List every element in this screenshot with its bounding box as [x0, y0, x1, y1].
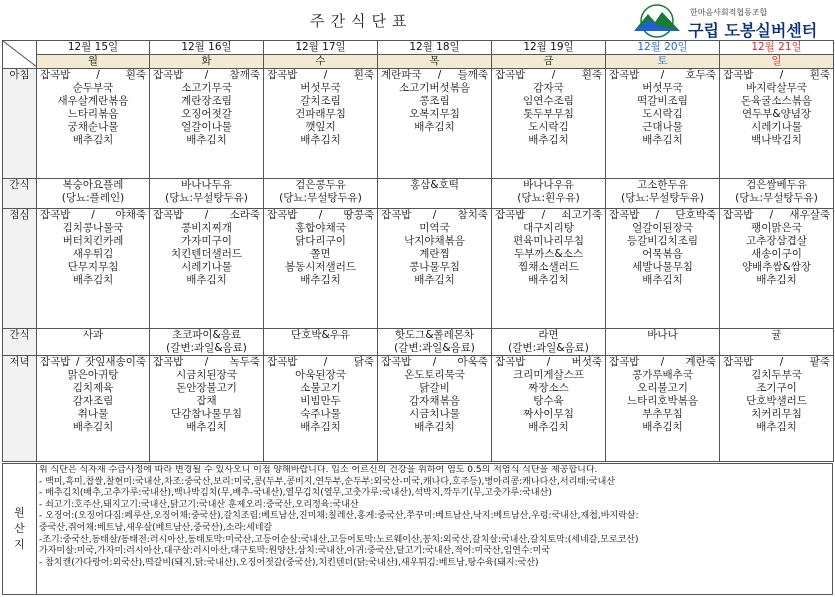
- page-header: [0, 0, 835, 38]
- dish-item: 배추김치: [72, 274, 114, 286]
- rice-item: 잡곡밥: [495, 69, 526, 81]
- dish-item: 콩나물무침: [409, 261, 460, 273]
- meal-cell: [37, 356, 150, 462]
- rice-item: 잡곡밥: [40, 69, 71, 81]
- dish-item: 세발나물무침: [632, 261, 693, 273]
- snack-cell: [378, 329, 492, 356]
- dish-item: 닭갈비: [419, 382, 450, 394]
- dish-item: 온도토리묵국: [404, 369, 465, 381]
- dish-item: 근대나물: [642, 121, 683, 133]
- separator: /: [96, 69, 100, 81]
- meal-cell: [378, 209, 492, 329]
- snack-item: (당뇨:무설탕두유): [165, 192, 248, 204]
- snack-item: 핫도그&폴레몬차: [394, 329, 475, 341]
- snack-item: 단호박&우유: [291, 329, 350, 341]
- dish-item: 배추김치: [186, 274, 227, 286]
- snack-cell: [606, 329, 720, 356]
- porridge-item: 계란죽: [685, 356, 716, 368]
- dish-item: 배추김치: [300, 274, 341, 286]
- porridge-item: 야채죽: [115, 209, 146, 221]
- rice-porridge-line: [492, 356, 605, 369]
- dish-item: 느타리호박볶음: [626, 395, 698, 407]
- meal-cell: [378, 356, 492, 462]
- separator: /: [551, 69, 556, 81]
- dish-item: 치킨텐더샐러드: [170, 248, 242, 260]
- dish-item: 배추김치: [642, 274, 683, 286]
- dish-item: 계란장조림: [181, 95, 232, 107]
- dish-item: 배추김치: [414, 121, 455, 133]
- origin-notes: [2, 463, 833, 595]
- dish-item: 단감참나물무침: [170, 408, 242, 420]
- origin-note-line: - 백미,흑미,찹쌀,찰현미:국내산,차조:중국산,보리:미국,콩(두부,콩비지,연두부,순두부:외국산-미국,캐나다,호주등),병아리콩:캐나다산,서리태:국내산: [39, 476, 616, 487]
- porridge-item: 땅콩죽: [343, 209, 374, 221]
- dish-item: 편육미나리무침: [512, 235, 584, 247]
- rice-porridge-line: [37, 356, 149, 369]
- dish-item: 느타리볶음: [67, 108, 119, 120]
- rice-item: 계란파국: [381, 69, 422, 81]
- meal-cell: [720, 209, 834, 329]
- date-header: 12월 21일: [720, 41, 834, 55]
- snack-item: 복숭아요플레: [62, 179, 124, 191]
- dish-item: 콩조림: [419, 95, 450, 107]
- porridge-item: 단호박죽: [675, 209, 716, 221]
- dish-item: 소고기버섯볶음: [398, 82, 470, 94]
- porridge-item: 흰죽: [353, 69, 374, 81]
- snack-item: 검은쌀베두유: [746, 179, 807, 191]
- dish-item: 깻잎지: [305, 121, 336, 133]
- snack-cell: [37, 329, 150, 356]
- dish-item: 김치두부국: [751, 369, 802, 381]
- rice-porridge-line: [150, 209, 263, 222]
- snack-cell: [492, 179, 606, 209]
- snack-cell: [378, 179, 492, 209]
- snack-item: 검은콩두유: [295, 179, 346, 191]
- rice-item: 잡곡밥: [153, 356, 184, 368]
- origin-note-line: 위 식단은 식자재 수급사정에 따라 변경될 수 있사오니 이점 양해바랍니다. 입소 어르신의 건강을 위하여 염도 0.5의 저염식 식단을 제공합니다.: [39, 465, 598, 475]
- snack-cell: [150, 179, 264, 209]
- meal-cell: [606, 69, 720, 179]
- origin-label: 원 산 지: [3, 464, 37, 594]
- dish-item: 봄동시저샐러드: [284, 261, 356, 273]
- dish-item: 배추김치: [528, 421, 569, 433]
- dish-item: 고추장삼겹살: [746, 235, 807, 247]
- rice-porridge-line: [606, 356, 719, 369]
- dish-item: 콩비지찌개: [181, 222, 232, 234]
- origin-note-line: -조기:중국산,동태살/동태전:러시아산,동태토막:미국산,고등어순살:국내산,고등어토막:노르웨이산,꽁치:외국산,갈치살:국내산,갈치토막:(세네갈,모로코산): [39, 534, 639, 545]
- weekday-header: 수: [264, 55, 378, 69]
- rice-porridge-line: [378, 69, 491, 82]
- separator: /: [323, 69, 328, 81]
- snack-cell: [492, 329, 606, 356]
- origin-notes-body: [39, 465, 831, 569]
- weekday-header: 화: [150, 55, 264, 69]
- meal-cell: [492, 356, 606, 462]
- rice-item: 잡곡밥: [723, 69, 754, 81]
- separator: /: [546, 356, 551, 368]
- dish-item: 숙주나물: [300, 408, 341, 420]
- dish-item: 건파래무침: [295, 108, 346, 120]
- table-corner: [3, 41, 37, 69]
- snack-item: 라면: [538, 329, 559, 341]
- dish-item: 톳두부무침: [523, 108, 574, 120]
- snack-item: 바나나우유: [523, 179, 574, 191]
- rice-item: 잡곡밥: [267, 69, 298, 81]
- dish-item: 김치콩나물국: [62, 222, 124, 234]
- origin-note-line: - 참치캔(가다랑어:외국산),떡갈비(돼지,닭:국내산),오징어젓갈(중국산),치킨텐더(닭:국내산),새우튀김:베트남,탕수육(돼지:국산): [39, 557, 539, 568]
- dish-item: 소불고기: [300, 382, 341, 394]
- dish-item: 궁채순나물: [67, 121, 119, 133]
- dish-item: 배추김치: [300, 134, 341, 146]
- snack-cell: [37, 179, 150, 209]
- rice-item: 잡곡밥: [609, 69, 640, 81]
- dish-item: 두부까스&소스: [513, 248, 584, 260]
- dish-item: 배추김치: [414, 421, 455, 433]
- rice-porridge-line: [264, 69, 377, 82]
- dish-item: 대구지리탕: [523, 222, 574, 234]
- dish-item: 단호박샐러드: [746, 395, 807, 407]
- weekday-header: 금: [492, 55, 606, 69]
- separator: /: [432, 356, 437, 368]
- rice-item: 잡곡밥: [609, 209, 640, 221]
- meal-cell: [492, 209, 606, 329]
- dish-item: 취나물: [77, 408, 109, 420]
- meal-cell: [37, 209, 150, 329]
- snack-item: (갈변:과일&음료): [508, 342, 589, 354]
- separator: /: [779, 69, 784, 81]
- dish-item: 팽이맑은국: [751, 222, 802, 234]
- dish-item: 도시락김: [642, 108, 683, 120]
- porridge-item: 잣잎새송이죽: [85, 356, 146, 368]
- separator: /: [437, 69, 442, 81]
- rice-item: 잡곡밥: [40, 356, 71, 368]
- date-header: 12월 16일: [150, 41, 264, 55]
- dish-item: 짜장소스: [528, 382, 569, 394]
- rice-item: 잡곡밥: [267, 356, 298, 368]
- dish-item: 버터치킨카레: [62, 235, 124, 247]
- snack-cell: [264, 179, 378, 209]
- snack-cell: [720, 329, 834, 356]
- porridge-item: 녹두죽: [229, 356, 260, 368]
- dish-item: 배추김치: [72, 134, 114, 146]
- dish-item: 김치제육: [72, 382, 114, 394]
- separator: /: [318, 209, 323, 221]
- dish-item: 어묵볶음: [642, 248, 683, 260]
- page-title: 주간식단표: [310, 12, 413, 30]
- rice-porridge-line: [150, 69, 263, 82]
- logo-subtitle: 한마음사회적협동조합: [690, 8, 768, 17]
- dish-item: 백나박김치: [751, 134, 802, 146]
- dish-item: 부추무침: [642, 408, 683, 420]
- snack-item: (갈변:과일&음료): [394, 342, 475, 354]
- meal-label-lunch: 점심: [3, 209, 37, 329]
- meal-cell: [150, 69, 264, 179]
- dish-item: 새우살계란볶음: [57, 95, 129, 107]
- dish-item: 소고기무국: [181, 82, 232, 94]
- separator: /: [660, 69, 665, 81]
- rice-porridge-line: [720, 356, 833, 369]
- snack-cell: [150, 329, 264, 356]
- dish-item: 떡갈비조림: [637, 95, 688, 107]
- rice-porridge-line: [378, 356, 491, 369]
- dish-item: 배추김치: [414, 274, 455, 286]
- porridge-item: 버섯죽: [571, 356, 602, 368]
- rice-item: 잡곡밥: [40, 209, 71, 221]
- meal-cell: [720, 69, 834, 179]
- porridge-item: 쇠고기죽: [561, 209, 602, 221]
- separator: /: [204, 209, 209, 221]
- rice-item: 잡곡밥: [267, 209, 298, 221]
- rice-item: 잡곡밥: [609, 356, 640, 368]
- dish-item: 미역국: [419, 222, 450, 234]
- dish-item: 바지락살무국: [746, 82, 807, 94]
- center-logo: [628, 4, 833, 38]
- separator: /: [204, 69, 209, 81]
- snack-item: 초코파이&음료: [171, 329, 242, 341]
- dish-item: 얼갈이된장국: [632, 222, 693, 234]
- dish-item: 감자국: [533, 82, 564, 94]
- dish-item: 버섯무국: [300, 82, 341, 94]
- separator: /: [76, 356, 80, 368]
- porridge-item: 참치죽: [457, 209, 488, 221]
- rice-porridge-line: [492, 69, 605, 82]
- snack-item: (당뇨:플레인): [61, 192, 125, 204]
- dish-item: 배추김치: [528, 134, 569, 146]
- meal-label-snack: 간식: [3, 329, 37, 356]
- separator: /: [660, 356, 665, 368]
- dish-item: 감자조림: [72, 395, 114, 407]
- snack-item: 사과: [82, 329, 104, 341]
- weekday-header: 월: [37, 55, 150, 69]
- porridge-item: 호두죽: [685, 69, 716, 81]
- meal-cell: [264, 209, 378, 329]
- rice-porridge-line: [264, 209, 377, 222]
- rice-item: 잡곡밥: [381, 209, 412, 221]
- weekday-header: 토: [606, 55, 720, 69]
- porridge-item: 새우살죽: [789, 209, 830, 221]
- meal-cell: [37, 69, 150, 179]
- dish-item: 배추김치: [186, 421, 227, 433]
- weekday-header: 일: [720, 55, 834, 69]
- separator: /: [204, 356, 209, 368]
- mountain-logo-icon: [628, 4, 686, 38]
- separator: /: [779, 356, 784, 368]
- rice-porridge-line: [606, 209, 719, 222]
- dish-item: 맑은아귀탕: [67, 369, 119, 381]
- rice-porridge-line: [37, 69, 149, 82]
- dish-item: 돈육굴소스볶음: [740, 95, 812, 107]
- date-header: 12월 18일: [378, 41, 492, 55]
- meal-cell: [492, 69, 606, 179]
- origin-note-line: - 오징어:(오징어다짐:페루산,오징어채:중국산),갈치조림:베트남산,진미채:칠레산,홍게:중국산,쭈꾸미:베트남산,낙지:베트남산,우렁:국내산,재첩,바지락살:: [39, 511, 639, 522]
- meal-cell: [264, 356, 378, 462]
- dish-item: 감자채볶음: [409, 395, 460, 407]
- rice-item: 잡곡밥: [153, 69, 184, 81]
- rice-porridge-line: [378, 209, 491, 222]
- dish-item: 연두부&양념장: [741, 108, 812, 120]
- dish-item: 쫄면: [310, 248, 331, 260]
- weekday-header: 목: [378, 55, 492, 69]
- dish-item: 홍합야채국: [295, 222, 346, 234]
- dish-item: 비빔만두: [300, 395, 341, 407]
- snack-item: (당뇨:무설탕두유): [735, 192, 818, 204]
- meal-label-breakfast: 아침: [3, 69, 37, 179]
- origin-note-line: - 쇠고기:호주산,돼지고기:국내산,닭고기:국내산 훈제오리:중국산,오리정육:국내산: [39, 499, 359, 510]
- dish-item: 아욱된장국: [295, 369, 346, 381]
- dish-item: 시레기나물: [181, 261, 232, 273]
- dish-item: 낙지야채볶음: [404, 235, 465, 247]
- snack-item: (당뇨:무설탕두유): [279, 192, 362, 204]
- dish-item: 배추김치: [642, 421, 683, 433]
- porridge-item: 팥죽: [809, 356, 830, 368]
- snack-item: (갈변:과일&음료): [166, 342, 247, 354]
- dish-item: 얼갈이나물: [181, 121, 232, 133]
- meal-cell: [150, 356, 264, 462]
- dish-item: 찜채소샐러드: [518, 261, 579, 273]
- date-header: 12월 20일: [606, 41, 720, 55]
- meal-cell: [378, 69, 492, 179]
- meal-cell: [264, 69, 378, 179]
- meal-cell: [606, 209, 720, 329]
- dish-item: 조기구이: [756, 382, 797, 394]
- meal-cell: [150, 209, 264, 329]
- rice-item: 잡곡밥: [153, 209, 184, 221]
- porridge-item: 흰죽: [125, 69, 146, 81]
- rice-item: 잡곡밥: [723, 356, 754, 368]
- dish-item: 도시락김: [528, 121, 569, 133]
- origin-note-line: - 배추김치(배추,고추가루:국내산),백나박김치(무,배추-국내산),열무김치(열무,고춧가루:국내산),석박지,깍두기(무,고춧가루:국내산): [39, 488, 552, 499]
- dish-item: 잡채: [196, 395, 217, 407]
- dish-item: 닭다리구이: [295, 235, 346, 247]
- dish-item: 돈안장불고기: [176, 382, 237, 394]
- snack-cell: [264, 329, 378, 356]
- dish-item: 새송이구이: [751, 248, 802, 260]
- dish-item: 배추김치: [300, 421, 341, 433]
- dish-item: 배추김치: [186, 134, 227, 146]
- separator: /: [91, 209, 95, 221]
- snack-item: 고소한두유: [637, 179, 688, 191]
- dish-item: 등갈비김치조림: [626, 235, 698, 247]
- date-header: 12월 19일: [492, 41, 606, 55]
- weekly-menu-table: [2, 40, 834, 462]
- dish-item: 배추김치: [72, 421, 114, 433]
- porridge-item: 소라죽: [229, 209, 260, 221]
- separator: /: [541, 209, 546, 221]
- meal-cell: [720, 356, 834, 462]
- porridge-item: 흰죽: [809, 69, 830, 81]
- dish-item: 계란찜: [419, 248, 450, 260]
- porridge-item: 참깨죽: [229, 69, 260, 81]
- dish-item: 크리미게살스프: [512, 369, 584, 381]
- porridge-item: 흰죽: [581, 69, 602, 81]
- dish-item: 새우튀김: [72, 248, 114, 260]
- dish-item: 시금치된장국: [176, 369, 237, 381]
- meal-cell: [606, 356, 720, 462]
- rice-porridge-line: [720, 209, 833, 222]
- origin-note-line: 가자미살:미국,가자미:러시아산,대구살:러시아산,대구토막:원양산,삼치:국내산,아귀:중국산,달고기:국내산,적어:미국산,임연수:미국: [39, 546, 550, 557]
- separator: /: [655, 209, 660, 221]
- separator: /: [323, 356, 328, 368]
- dish-item: 시금치나물: [409, 408, 460, 420]
- dish-item: 배추김치: [528, 274, 569, 286]
- dish-item: 오리불고기: [637, 382, 688, 394]
- dish-item: 단무지무침: [67, 261, 119, 273]
- porridge-item: 아욱죽: [457, 356, 488, 368]
- snack-item: 홍삼&호떡: [410, 179, 459, 191]
- meal-label-dinner: 저녁: [3, 356, 37, 462]
- rice-item: 잡곡밥: [495, 356, 526, 368]
- dish-item: 양배추쌈&쌈장: [741, 261, 812, 273]
- separator: /: [432, 209, 437, 221]
- rice-item: 잡곡밥: [495, 209, 526, 221]
- dish-item: 가자미구이: [181, 235, 232, 247]
- rice-porridge-line: [606, 69, 719, 82]
- dish-item: 치커리무침: [751, 408, 802, 420]
- dish-item: 시레기나물: [751, 121, 802, 133]
- dish-item: 짜사이무침: [523, 408, 574, 420]
- dish-item: 순두부국: [72, 82, 114, 94]
- snack-item: 바나나두유: [181, 179, 232, 191]
- dish-item: 오복지무침: [409, 108, 460, 120]
- porridge-item: 들깨죽: [457, 69, 488, 81]
- rice-porridge-line: [264, 356, 377, 369]
- snack-item: (당뇨:무설탕두유): [621, 192, 704, 204]
- rice-porridge-line: [720, 69, 833, 82]
- meal-label-snack: 간식: [3, 179, 37, 209]
- rice-item: 잡곡밥: [381, 356, 412, 368]
- logo-name: 구립 도봉실버센터: [688, 21, 818, 40]
- date-header: 12월 15일: [37, 41, 150, 55]
- dish-item: 버섯무국: [642, 82, 683, 94]
- snack-item: 바나나: [647, 329, 678, 341]
- rice-porridge-line: [492, 209, 605, 222]
- snack-item: (당뇨:흰우유): [517, 192, 580, 204]
- dish-item: 콩가루배추국: [632, 369, 693, 381]
- dish-item: 배추김치: [756, 274, 797, 286]
- dish-item: 오징어젓갈: [181, 108, 232, 120]
- porridge-item: 닭죽: [353, 356, 374, 368]
- dish-item: 임연수조림: [523, 95, 574, 107]
- rice-item: 잡곡밥: [723, 209, 754, 221]
- separator: /: [769, 209, 774, 221]
- snack-cell: [606, 179, 720, 209]
- rice-porridge-line: [150, 356, 263, 369]
- origin-note-line: 중국산,쥐어채:베트남,새우살(베트남산,중국산),소라:세네갈: [39, 522, 273, 533]
- snack-cell: [720, 179, 834, 209]
- dish-item: 배추김치: [756, 421, 797, 433]
- rice-porridge-line: [37, 209, 149, 222]
- dish-item: 탕수육: [533, 395, 564, 407]
- date-header: 12월 17일: [264, 41, 378, 55]
- dish-item: 배추김치: [642, 134, 683, 146]
- dish-item: 갈치조림: [300, 95, 341, 107]
- snack-item: 귤: [771, 329, 782, 341]
